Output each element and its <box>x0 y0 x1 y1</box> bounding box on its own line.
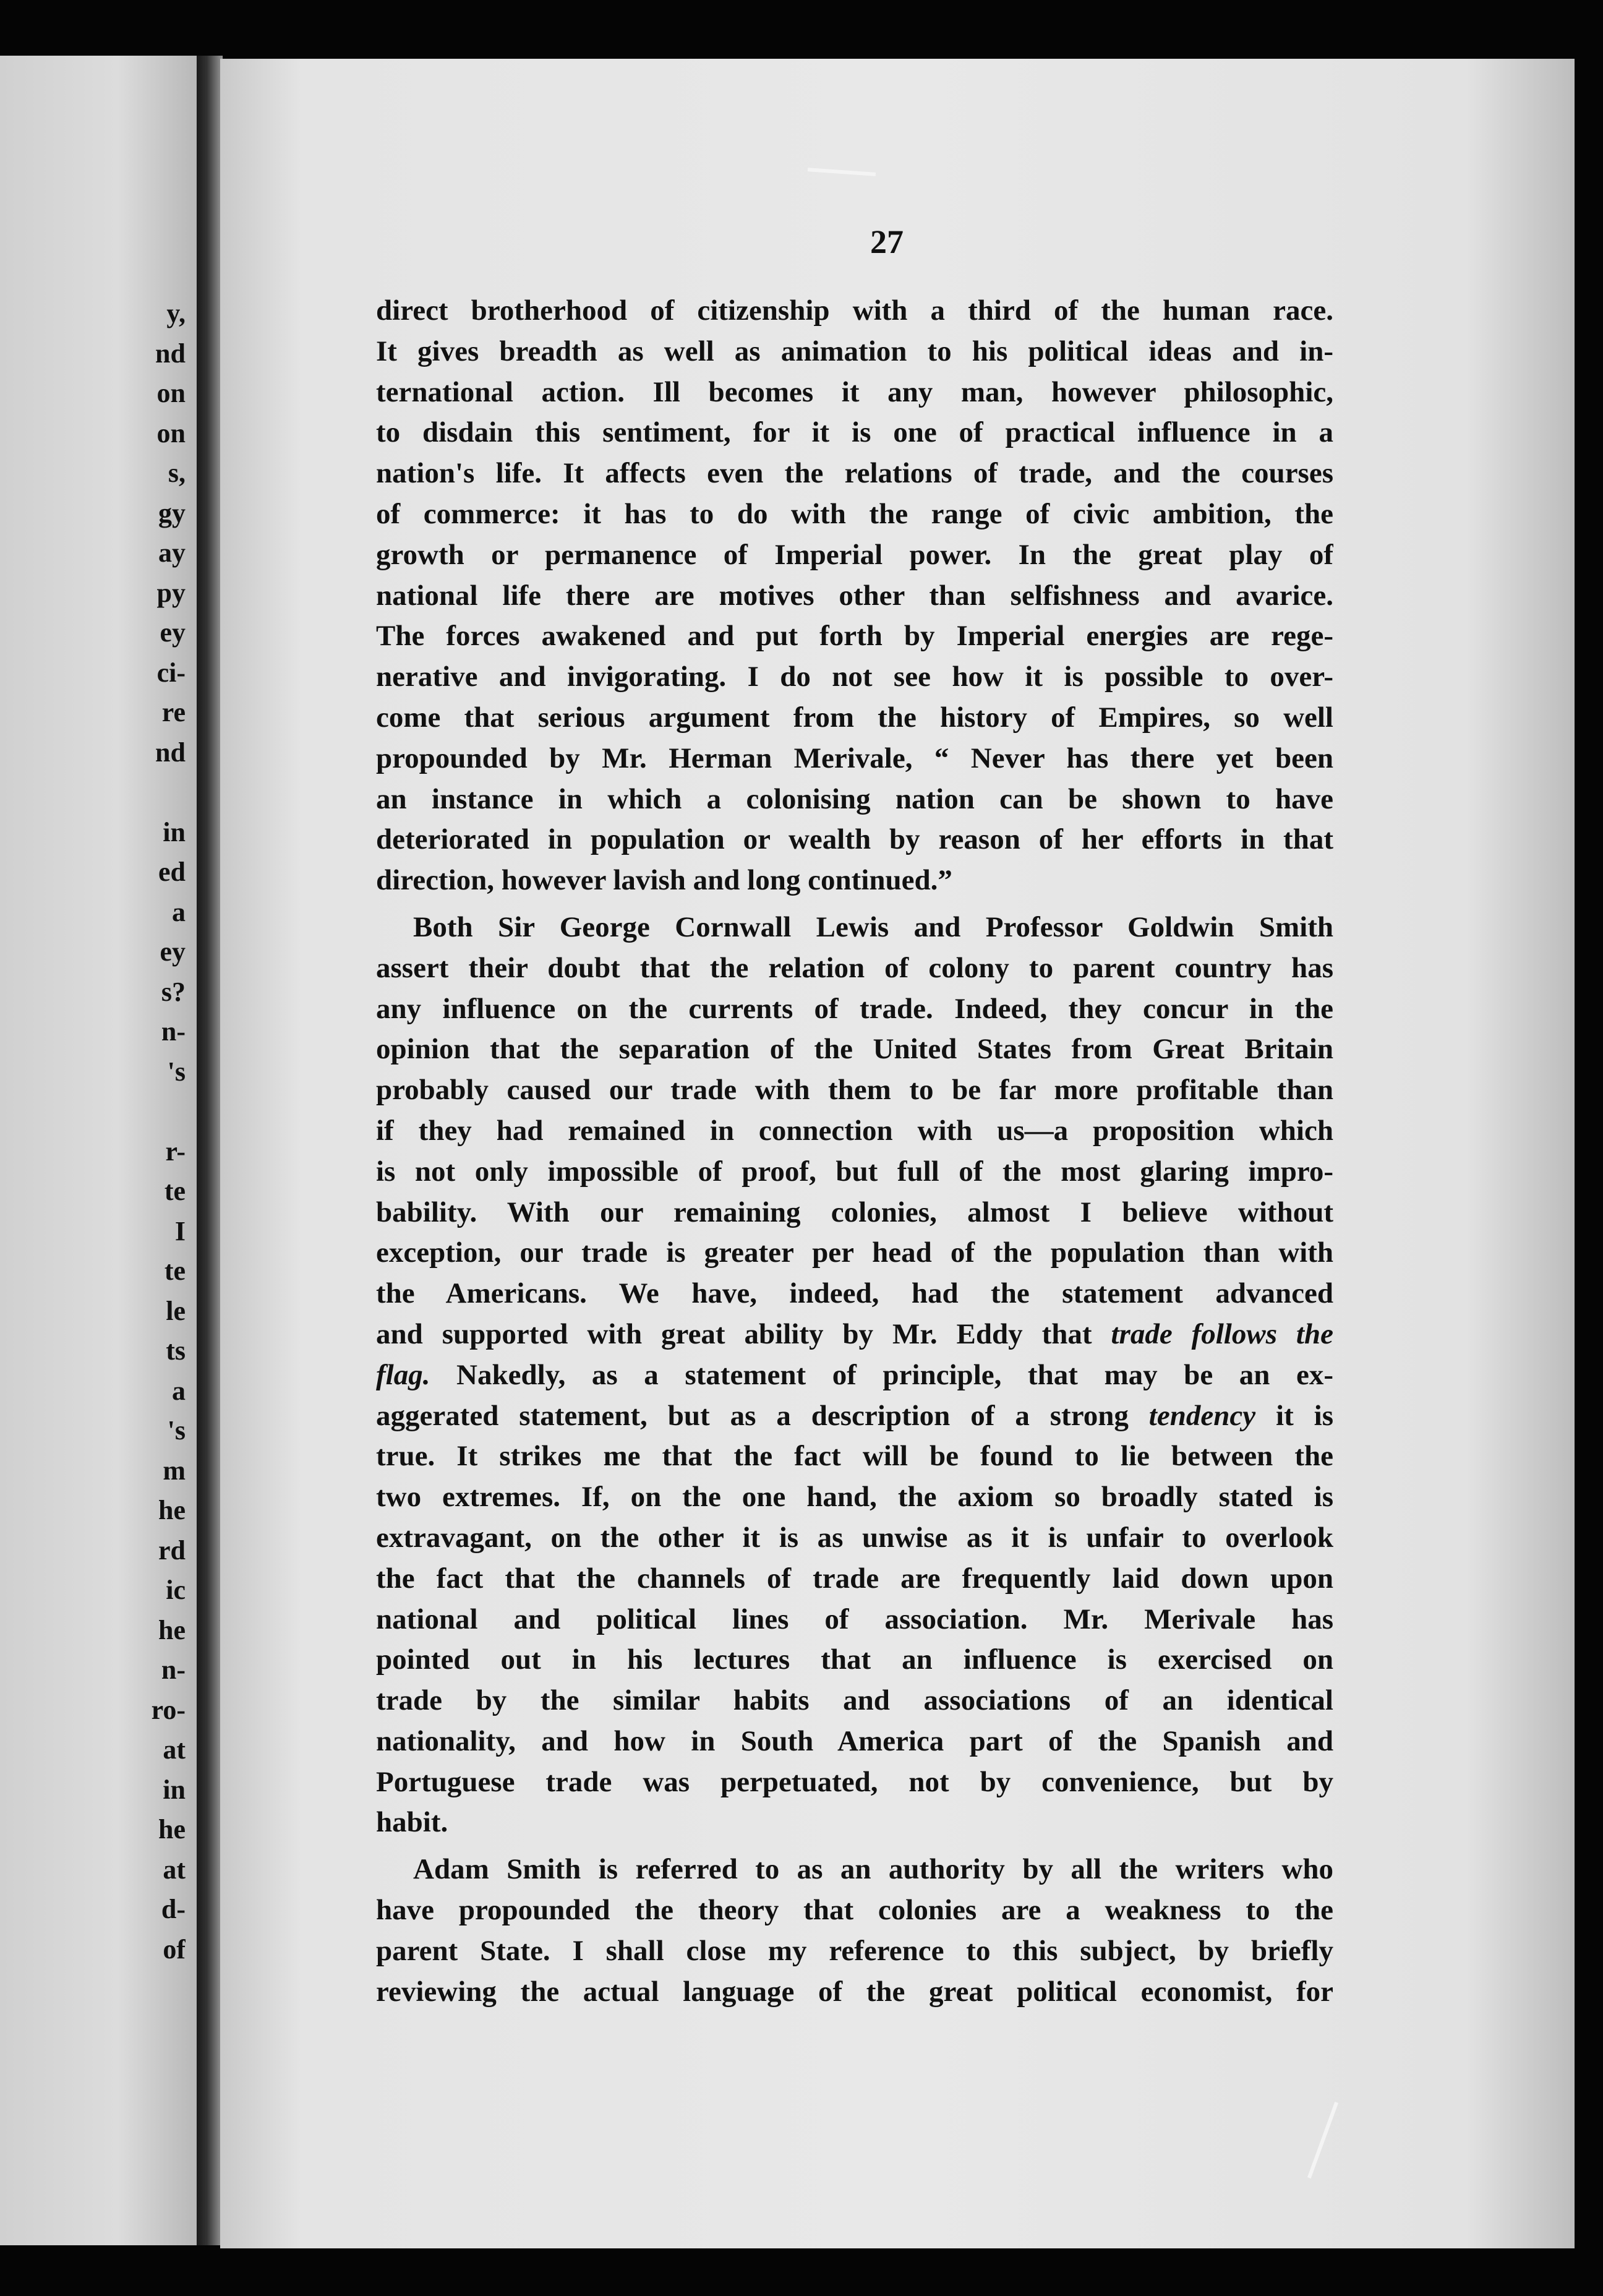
text-line: pointed out in his lectures that an influence is exercised on <box>376 1643 1333 1676</box>
text-line: nationality, and how in South America part of the Spanish and <box>376 1724 1333 1757</box>
left-line-fragment: a <box>172 896 186 927</box>
left-line-fragment: a <box>172 1375 186 1406</box>
text-line: national and political lines of association. Mr. Merivale has <box>376 1603 1333 1635</box>
text-line: two extremes. If, on the one hand, the axiom so broadly stated is <box>376 1481 1333 1514</box>
text-line: opinion that the separation of the United States from Great Britain <box>376 1033 1333 1066</box>
text-line: is not only impossible of proof, but full of the most glaring impro- <box>376 1155 1333 1188</box>
left-line-fragment: n- <box>161 1655 186 1685</box>
text-line: and supported with great ability by Mr. Eddy that trade follows the <box>376 1317 1333 1350</box>
text-line: to disdain this sentiment, for it is one of practical influence in a <box>376 416 1333 449</box>
left-line-fragment: 's <box>167 1056 186 1087</box>
text-line: direct brotherhood of citizenship with a third of the human race. <box>376 294 1333 327</box>
text-line: come that serious argument from the history of Empires, so well <box>376 701 1333 734</box>
text-line: of commerce: it has to do with the range of civic ambition, the <box>376 497 1333 530</box>
left-line-fragment: ic <box>166 1575 186 1605</box>
left-line-fragment: at <box>163 1854 186 1885</box>
left-line-fragment: ey <box>160 617 186 648</box>
text-line: It gives breadth as well as animation to his political ideas and in- <box>376 335 1333 367</box>
left-line-fragment: rd <box>158 1535 186 1566</box>
text-line: Both Sir George Cornwall Lewis and Professor Goldwin Smith <box>413 910 1333 943</box>
text-line: the Americans. We have, indeed, had the statement advanced <box>376 1277 1333 1310</box>
text-line: an instance in which a colonising nation can be shown to have <box>376 782 1333 815</box>
text-line: nerative and invigorating. I do not see how it is possible to over- <box>376 661 1333 693</box>
text-line: ternational action. Ill becomes it any man, however philosophic, <box>376 375 1333 408</box>
text-line: exception, our trade is greater per head of the population than with <box>376 1236 1333 1269</box>
left-line-fragment: s, <box>168 458 186 488</box>
text-line: aggerated statement, but as a description of a strong tendency it is <box>376 1399 1333 1432</box>
text-line: true. It strikes me that the fact will be found to lie between the <box>376 1440 1333 1473</box>
paragraph-3 <box>376 1849 1333 2012</box>
left-line-fragment: te <box>164 1256 186 1286</box>
text-line: nation's life. It affects even the relations of trade, and the courses <box>376 457 1333 490</box>
left-line-fragment: py <box>156 577 186 608</box>
left-line-fragment: re <box>161 697 186 727</box>
left-line-fragment: he <box>158 1814 186 1844</box>
text-line: propounded by Mr. Herman Merivale, “ Never has there yet been <box>376 742 1333 774</box>
left-line-fragment: te <box>164 1176 186 1206</box>
left-line-fragment <box>87 1092 186 1132</box>
left-line-fragment: he <box>158 1495 186 1525</box>
left-line-fragment: nd <box>155 737 186 768</box>
paragraph-2 <box>376 907 1333 1843</box>
italic-phrase: trade follows the <box>1111 1317 1333 1350</box>
left-line-fragment: at <box>163 1734 186 1765</box>
book-gutter <box>197 56 223 2245</box>
left-line-fragment: ay <box>158 538 186 568</box>
left-line-fragment: d- <box>161 1894 186 1924</box>
text-line: bability. With our remaining colonies, almost I believe without <box>376 1196 1333 1228</box>
text-line: Adam Smith is referred to as an authority by all the writers who <box>413 1853 1333 1886</box>
text-line: extravagant, on the other it is as unwise as it is unfair to overlook <box>376 1521 1333 1554</box>
text-line: direction, however lavish and long continued.” <box>376 864 952 897</box>
left-line-fragment: he <box>158 1614 186 1645</box>
text-line: the fact that the channels of trade are frequently laid down upon <box>376 1562 1333 1595</box>
text-line: parent State. I shall close my reference to this subject, by briefly <box>376 1934 1333 1967</box>
left-line-fragment: I <box>174 1215 186 1246</box>
left-line-fragment: ci- <box>156 657 186 688</box>
text-line: trade by the similar habits and associations of an identical <box>376 1684 1333 1717</box>
left-line-fragment: ed <box>158 857 186 887</box>
left-line-fragment: ro- <box>151 1694 186 1725</box>
paragraph-1 <box>376 291 1333 901</box>
italic-phrase: flag. <box>376 1358 430 1391</box>
left-line-fragment: of <box>163 1934 186 1964</box>
body-text <box>376 291 1333 2012</box>
left-line-fragment: 's <box>167 1415 186 1446</box>
left-line-fragment: gy <box>158 497 186 528</box>
left-line-fragment: y, <box>166 298 186 328</box>
italic-phrase: tendency <box>1148 1399 1256 1432</box>
text-line: flag. Nakedly, as a statement of principle, that may be an ex- <box>376 1358 1333 1391</box>
text-line: probably caused our trade with them to be far more profitable than <box>376 1074 1333 1107</box>
text-line: any influence on the currents of trade. Indeed, they concur in the <box>376 992 1333 1025</box>
scan-scratch <box>808 168 876 176</box>
left-line-fragment: r- <box>165 1136 186 1167</box>
text-line: if they had remained in connection with us—a proposition which <box>376 1114 1333 1147</box>
text-line: have propounded the theory that colonies are a weakness to the <box>376 1894 1333 1927</box>
text-line: habit. <box>376 1806 448 1839</box>
left-line-fragment: in <box>163 1774 186 1805</box>
scan-scratch <box>1307 2102 1338 2178</box>
text-line: national life there are motives other than selfishness and avarice. <box>376 579 1333 612</box>
left-line-fragment: in <box>163 816 186 847</box>
left-line-fragment: le <box>166 1295 186 1326</box>
text-line: The forces awakened and put forth by Imperial energies are rege- <box>376 620 1333 653</box>
left-line-fragment: m <box>163 1455 186 1486</box>
left-line-fragment: n- <box>161 1016 186 1047</box>
text-line: Portuguese trade was perpetuated, not by convenience, but by <box>376 1765 1333 1798</box>
left-line-fragment: nd <box>155 338 186 369</box>
text-line: growth or permanence of Imperial power. In the great play of <box>376 538 1333 571</box>
left-line-fragment: on <box>156 378 186 408</box>
left-line-fragment: ey <box>160 936 186 967</box>
left-page-edge <box>0 56 197 2245</box>
left-line-fragment: ts <box>166 1335 186 1366</box>
left-line-fragment <box>87 773 186 813</box>
page-number: 27 <box>870 223 904 260</box>
text-line: deteriorated in population or wealth by reason of her efforts in that <box>376 823 1333 856</box>
left-line-fragment: on <box>156 418 186 448</box>
text-line: assert their doubt that the relation of colony to parent country has <box>376 951 1333 984</box>
left-page-cropped-text <box>87 294 186 1969</box>
text-line: reviewing the actual language of the great political economist, for <box>376 1975 1333 2008</box>
left-line-fragment: s? <box>161 976 186 1007</box>
